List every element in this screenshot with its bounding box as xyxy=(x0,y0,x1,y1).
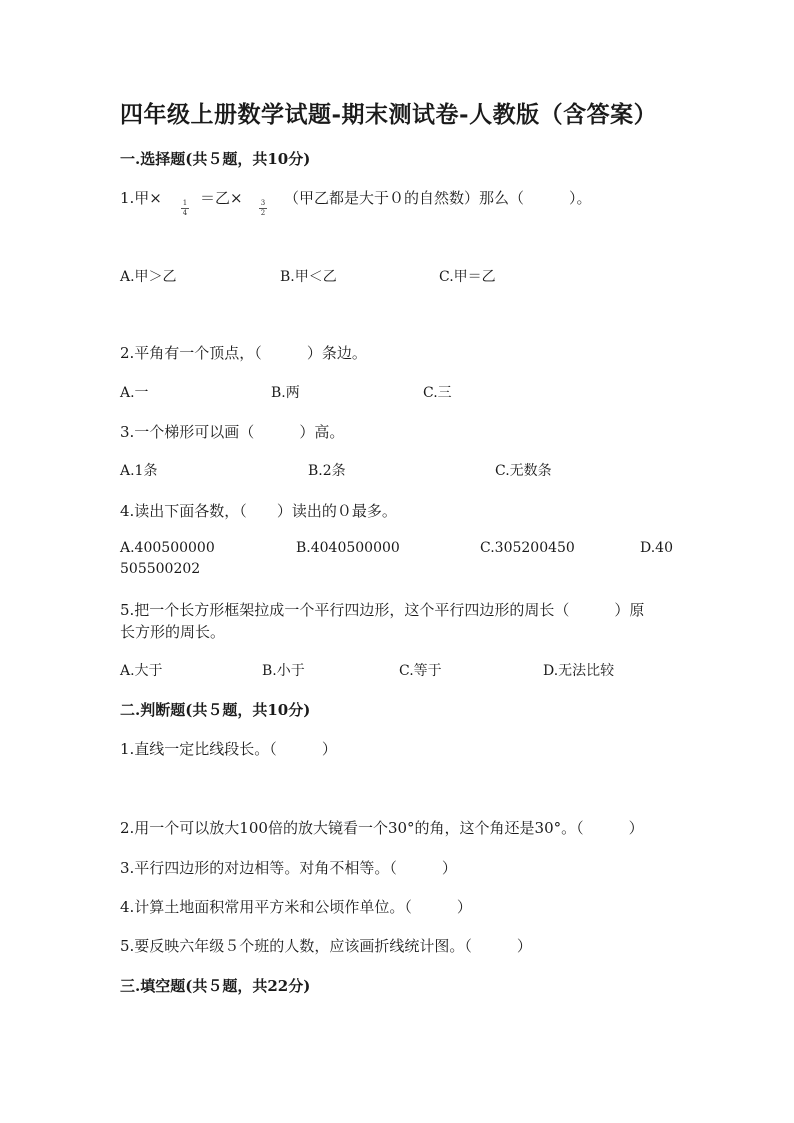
tf-question-2: 2.用一个可以放大100倍的放大镜看一个30°的角，这个角还是30°。（ ） xyxy=(120,819,644,837)
option-a[interactable]: A.甲＞乙 xyxy=(120,269,177,285)
option-a[interactable]: A.1条 xyxy=(120,463,158,479)
section-heading-choice: 一.选择题(共５题，共10分) xyxy=(120,150,311,168)
tf-question-3: 3.平行四边形的对边相等。对角不相等。（ ） xyxy=(120,859,457,877)
page-title: 四年级上册数学试题-期末测试卷-人教版（含答案） xyxy=(120,101,658,128)
question-text: 3.一个梯形可以画（ ）高。 xyxy=(120,423,345,441)
option-a[interactable]: A.大于 xyxy=(120,663,163,679)
fraction-numerator: 3 xyxy=(260,199,266,207)
question-text: 2.平角有一个顶点，（ ）条边。 xyxy=(120,344,367,362)
option-a[interactable]: A.400500000 xyxy=(120,540,215,556)
section-heading-true-false: 二.判断题(共５题，共10分) xyxy=(120,701,311,719)
question-text: 4.读出下面各数，（ ）读出的０最多。 xyxy=(120,502,397,520)
fraction-denominator: 2 xyxy=(260,209,266,217)
tf-question-5: 5.要反映六年级５个班的人数，应该画折线统计图。（ ） xyxy=(120,937,532,955)
option-c[interactable]: C.甲＝乙 xyxy=(439,269,496,285)
option-b[interactable]: B.4040500000 xyxy=(296,540,400,556)
option-c[interactable]: C.无数条 xyxy=(495,463,552,479)
fraction-one-quarter xyxy=(180,200,190,217)
option-b[interactable]: B.2条 xyxy=(308,463,346,479)
question-text: ＝乙× xyxy=(200,189,243,207)
option-d[interactable]: D.无法比较 xyxy=(543,663,615,679)
section-heading-fill-blank: 三.填空题(共５题，共22分) xyxy=(120,977,311,995)
question-text: 5.把一个长方形框架拉成一个平行四边形，这个平行四边形的周长（ ）原 xyxy=(120,601,645,619)
option-b[interactable]: B.两 xyxy=(271,385,300,401)
option-d[interactable]: D.40 xyxy=(640,540,673,556)
option-a[interactable]: A.一 xyxy=(120,385,149,401)
option-c[interactable]: C.305200450 xyxy=(480,540,575,556)
question-text-continued: 长方形的周长。 xyxy=(120,623,226,641)
question-text: （甲乙都是大于０的自然数）那么（ ）。 xyxy=(284,189,592,207)
option-c[interactable]: C.三 xyxy=(423,385,452,401)
question-text: 1.甲× xyxy=(120,189,162,207)
fraction-three-halves xyxy=(258,200,268,217)
option-b[interactable]: B.甲＜乙 xyxy=(280,269,337,285)
option-d-continued: 505500202 xyxy=(120,561,201,577)
option-b[interactable]: B.小于 xyxy=(262,663,305,679)
fraction-numerator: 1 xyxy=(182,199,188,207)
tf-question-1: 1.直线一定比线段长。（ ） xyxy=(120,740,337,758)
option-c[interactable]: C.等于 xyxy=(399,663,442,679)
fraction-denominator: 4 xyxy=(182,209,188,217)
tf-question-4: 4.计算土地面积常用平方米和公顷作单位。（ ） xyxy=(120,898,472,916)
